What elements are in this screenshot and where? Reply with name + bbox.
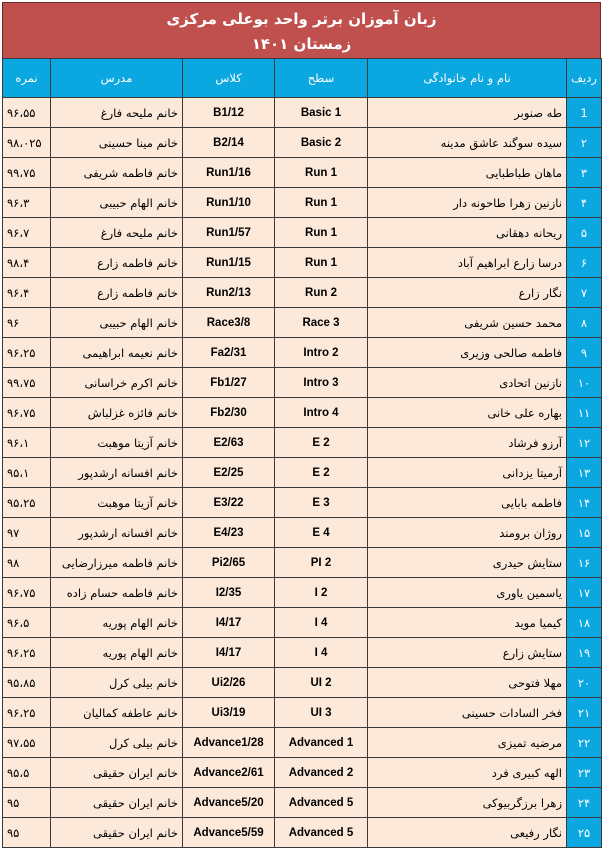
class-cell: Run1/16 — [183, 158, 275, 188]
student-name-cell: فاطمه صالحی وزیری — [368, 338, 567, 368]
class-cell: Run1/15 — [183, 248, 275, 278]
table-row — [3, 338, 602, 368]
row-number-cell: ۱۳ — [567, 458, 602, 488]
class-cell: E2/25 — [183, 458, 275, 488]
score-cell: ۹۶،۵ — [3, 608, 51, 638]
teacher-cell: خانم بیلی کرل — [51, 668, 183, 698]
level-cell: Run 1 — [275, 248, 368, 278]
score-cell: ۹۹،۷۵ — [3, 368, 51, 398]
table-row — [3, 728, 602, 758]
row-number-cell: ۲۱ — [567, 698, 602, 728]
score-cell: ۹۶،۲۵ — [3, 698, 51, 728]
student-name-cell: روژان برومند — [368, 518, 567, 548]
header-score: نمره — [3, 59, 51, 98]
class-cell: Run1/57 — [183, 218, 275, 248]
table-row — [3, 758, 602, 788]
level-cell: Run 1 — [275, 218, 368, 248]
level-cell: PI 2 — [275, 548, 368, 578]
table-row — [3, 638, 602, 668]
class-cell: E3/22 — [183, 488, 275, 518]
level-cell: Advanced 5 — [275, 818, 368, 848]
score-cell: ۹۷ — [3, 518, 51, 548]
class-cell: Advance2/61 — [183, 758, 275, 788]
table-row — [3, 158, 602, 188]
class-cell: Advance5/20 — [183, 788, 275, 818]
student-name-cell: مرضیه تمیزی — [368, 728, 567, 758]
teacher-cell: خانم الهام پوریه — [51, 638, 183, 668]
level-cell: Run 1 — [275, 188, 368, 218]
level-cell: Advanced 1 — [275, 728, 368, 758]
student-name-cell: یاسمین یاوری — [368, 578, 567, 608]
student-name-cell: ریحانه دهقانی — [368, 218, 567, 248]
teacher-cell: خانم فاطمه زارع — [51, 278, 183, 308]
header-name: نام و نام خانوادگی — [368, 59, 567, 98]
row-number-cell: ۲۰ — [567, 668, 602, 698]
table-row — [3, 128, 602, 158]
row-number-cell: ۲۳ — [567, 758, 602, 788]
row-number-cell: ۱۲ — [567, 428, 602, 458]
student-name-cell: آرزو فرشاد — [368, 428, 567, 458]
level-cell: Advanced 5 — [275, 788, 368, 818]
row-number-cell: ۱۰ — [567, 368, 602, 398]
class-cell: Race3/8 — [183, 308, 275, 338]
level-cell: I 4 — [275, 608, 368, 638]
score-cell: ۹۵،۱ — [3, 458, 51, 488]
level-cell: E 2 — [275, 428, 368, 458]
row-number-cell: ۲۵ — [567, 818, 602, 848]
table-row — [3, 98, 602, 128]
score-cell: ۹۵ — [3, 818, 51, 848]
student-name-cell: بهاره علی خانی — [368, 398, 567, 428]
class-cell: Run2/13 — [183, 278, 275, 308]
teacher-cell: خانم بیلی کرل — [51, 728, 183, 758]
row-number-cell: ۲ — [567, 128, 602, 158]
student-name-cell: ماهان طباطبایی — [368, 158, 567, 188]
score-cell: ۹۶،۲۵ — [3, 338, 51, 368]
teacher-cell: خانم آزیتا موهبت — [51, 428, 183, 458]
teacher-cell: خانم ملیحه فارغ — [51, 98, 183, 128]
row-number-cell: ۹ — [567, 338, 602, 368]
class-cell: I4/17 — [183, 638, 275, 668]
row-number-cell: ۶ — [567, 248, 602, 278]
level-cell: Intro 4 — [275, 398, 368, 428]
student-name-cell: ستایش حیدری — [368, 548, 567, 578]
teacher-cell: خانم افسانه ارشدپور — [51, 458, 183, 488]
table-header-row — [3, 59, 602, 98]
students-table — [2, 58, 602, 848]
teacher-cell: خانم افسانه ارشدپور — [51, 518, 183, 548]
table-row — [3, 218, 602, 248]
score-cell: ۹۶،۵۵ — [3, 98, 51, 128]
row-number-cell: ۲۲ — [567, 728, 602, 758]
teacher-cell: خانم فاطمه میرزارضایی — [51, 548, 183, 578]
teacher-cell: خانم نعیمه ابراهیمی — [51, 338, 183, 368]
teacher-cell: خانم ایران حقیقی — [51, 818, 183, 848]
table-row — [3, 818, 602, 848]
teacher-cell: خانم فاطمه حسام زاده — [51, 578, 183, 608]
level-cell: Basic 1 — [275, 98, 368, 128]
row-number-cell: ۱۱ — [567, 398, 602, 428]
header-class: کلاس — [183, 59, 275, 98]
class-cell: E4/23 — [183, 518, 275, 548]
score-cell: ۹۷،۵۵ — [3, 728, 51, 758]
student-name-cell: سیده سوگند عاشق مدینه — [368, 128, 567, 158]
class-cell: B1/12 — [183, 98, 275, 128]
row-number-cell: ۸ — [567, 308, 602, 338]
student-name-cell: درسا زارع ابراهیم آباد — [368, 248, 567, 278]
class-cell: Ui3/19 — [183, 698, 275, 728]
score-cell: ۹۵،۸۵ — [3, 668, 51, 698]
level-cell: Race 3 — [275, 308, 368, 338]
student-name-cell: طه صنوبر — [368, 98, 567, 128]
page-title: زبان آموزان برتر واحد بوعلی مرکزی — [166, 10, 437, 28]
score-cell: ۹۸ — [3, 548, 51, 578]
student-name-cell: مهلا فتوحی — [368, 668, 567, 698]
class-cell: Fb2/30 — [183, 398, 275, 428]
page-subtitle: زمستان ۱۴۰۱ — [251, 35, 352, 53]
class-cell: Advance5/59 — [183, 818, 275, 848]
teacher-cell: خانم آزیتا موهبت — [51, 488, 183, 518]
teacher-cell: خانم مینا حسینی — [51, 128, 183, 158]
teacher-cell: خانم ملیحه فارغ — [51, 218, 183, 248]
header-teacher: مدرس — [51, 59, 183, 98]
teacher-cell: خانم فائزه غزلباش — [51, 398, 183, 428]
class-cell: Fa2/31 — [183, 338, 275, 368]
level-cell: I 4 — [275, 638, 368, 668]
student-name-cell: الهه کبیری فرد — [368, 758, 567, 788]
class-cell: Run1/10 — [183, 188, 275, 218]
table-row — [3, 428, 602, 458]
student-name-cell: نگار رفیعی — [368, 818, 567, 848]
level-cell: Run 1 — [275, 158, 368, 188]
score-cell: ۹۶،۷۵ — [3, 398, 51, 428]
row-number-cell: ۱۷ — [567, 578, 602, 608]
row-number-cell: ۱۵ — [567, 518, 602, 548]
class-cell: I2/35 — [183, 578, 275, 608]
table-row — [3, 278, 602, 308]
teacher-cell: خانم الهام حبیبی — [51, 308, 183, 338]
table-row — [3, 308, 602, 338]
header-row-number: ردیف — [567, 59, 602, 98]
header-level: سطح — [275, 59, 368, 98]
row-number-cell: ۳ — [567, 158, 602, 188]
row-number-cell: 1 — [567, 98, 602, 128]
class-cell: I4/17 — [183, 608, 275, 638]
class-cell: Pi2/65 — [183, 548, 275, 578]
row-number-cell: ۴ — [567, 188, 602, 218]
row-number-cell: ۱۹ — [567, 638, 602, 668]
student-name-cell: فاطمه بابایی — [368, 488, 567, 518]
table-row — [3, 188, 602, 218]
level-cell: E 4 — [275, 518, 368, 548]
score-cell: ۹۵،۵ — [3, 758, 51, 788]
row-number-cell: ۱۴ — [567, 488, 602, 518]
level-cell: Advanced 2 — [275, 758, 368, 788]
class-cell: Fb1/27 — [183, 368, 275, 398]
teacher-cell: خانم ایران حقیقی — [51, 788, 183, 818]
student-name-cell: نازنین زهرا طاحونه دار — [368, 188, 567, 218]
student-name-cell: زهرا برزگربیوکی — [368, 788, 567, 818]
table-row — [3, 248, 602, 278]
class-cell: B2/14 — [183, 128, 275, 158]
student-name-cell: نگار زارع — [368, 278, 567, 308]
score-cell: ۹۸،۰۲۵ — [3, 128, 51, 158]
row-number-cell: ۷ — [567, 278, 602, 308]
row-number-cell: ۲۴ — [567, 788, 602, 818]
table-row — [3, 698, 602, 728]
results-sheet — [2, 2, 601, 860]
level-cell: UI 3 — [275, 698, 368, 728]
class-cell: E2/63 — [183, 428, 275, 458]
table-row — [3, 458, 602, 488]
score-cell: ۹۶،۴ — [3, 278, 51, 308]
teacher-cell: خانم فاطمه شریفی — [51, 158, 183, 188]
score-cell: ۹۹،۷۵ — [3, 158, 51, 188]
table-row — [3, 788, 602, 818]
row-number-cell: ۱۸ — [567, 608, 602, 638]
title-banner — [2, 2, 601, 59]
level-cell: UI 2 — [275, 668, 368, 698]
table-row — [3, 608, 602, 638]
score-cell: ۹۶،۳ — [3, 188, 51, 218]
table-row — [3, 398, 602, 428]
level-cell: E 3 — [275, 488, 368, 518]
level-cell: I 2 — [275, 578, 368, 608]
class-cell: Ui2/26 — [183, 668, 275, 698]
score-cell: ۹۸،۴ — [3, 248, 51, 278]
class-cell: Advance1/28 — [183, 728, 275, 758]
level-cell: Run 2 — [275, 278, 368, 308]
row-number-cell: ۱۶ — [567, 548, 602, 578]
score-cell: ۹۶،۷۵ — [3, 578, 51, 608]
level-cell: Intro 2 — [275, 338, 368, 368]
table-row — [3, 518, 602, 548]
score-cell: ۹۶،۷ — [3, 218, 51, 248]
score-cell: ۹۶ — [3, 308, 51, 338]
student-name-cell: آرمیتا یزدانی — [368, 458, 567, 488]
student-name-cell: فخر السادات حسینی — [368, 698, 567, 728]
score-cell: ۹۵ — [3, 788, 51, 818]
teacher-cell: خانم اکرم خراسانی — [51, 368, 183, 398]
teacher-cell: خانم الهام حبیبی — [51, 188, 183, 218]
student-name-cell: محمد حسین شریفی — [368, 308, 567, 338]
teacher-cell: خانم ایران حقیقی — [51, 758, 183, 788]
table-row — [3, 368, 602, 398]
row-number-cell: ۵ — [567, 218, 602, 248]
score-cell: ۹۵،۲۵ — [3, 488, 51, 518]
table-row — [3, 668, 602, 698]
table-row — [3, 488, 602, 518]
level-cell: Intro 3 — [275, 368, 368, 398]
level-cell: E 2 — [275, 458, 368, 488]
student-name-cell: نازنین اتحادی — [368, 368, 567, 398]
level-cell: Basic 2 — [275, 128, 368, 158]
teacher-cell: خانم فاطمه زارع — [51, 248, 183, 278]
score-cell: ۹۶،۲۵ — [3, 638, 51, 668]
table-row — [3, 548, 602, 578]
student-name-cell: کیمیا موید — [368, 608, 567, 638]
teacher-cell: خانم الهام پوریه — [51, 608, 183, 638]
teacher-cell: خانم عاطفه کمالیان — [51, 698, 183, 728]
student-name-cell: ستایش زارع — [368, 638, 567, 668]
table-row — [3, 578, 602, 608]
score-cell: ۹۶،۱ — [3, 428, 51, 458]
